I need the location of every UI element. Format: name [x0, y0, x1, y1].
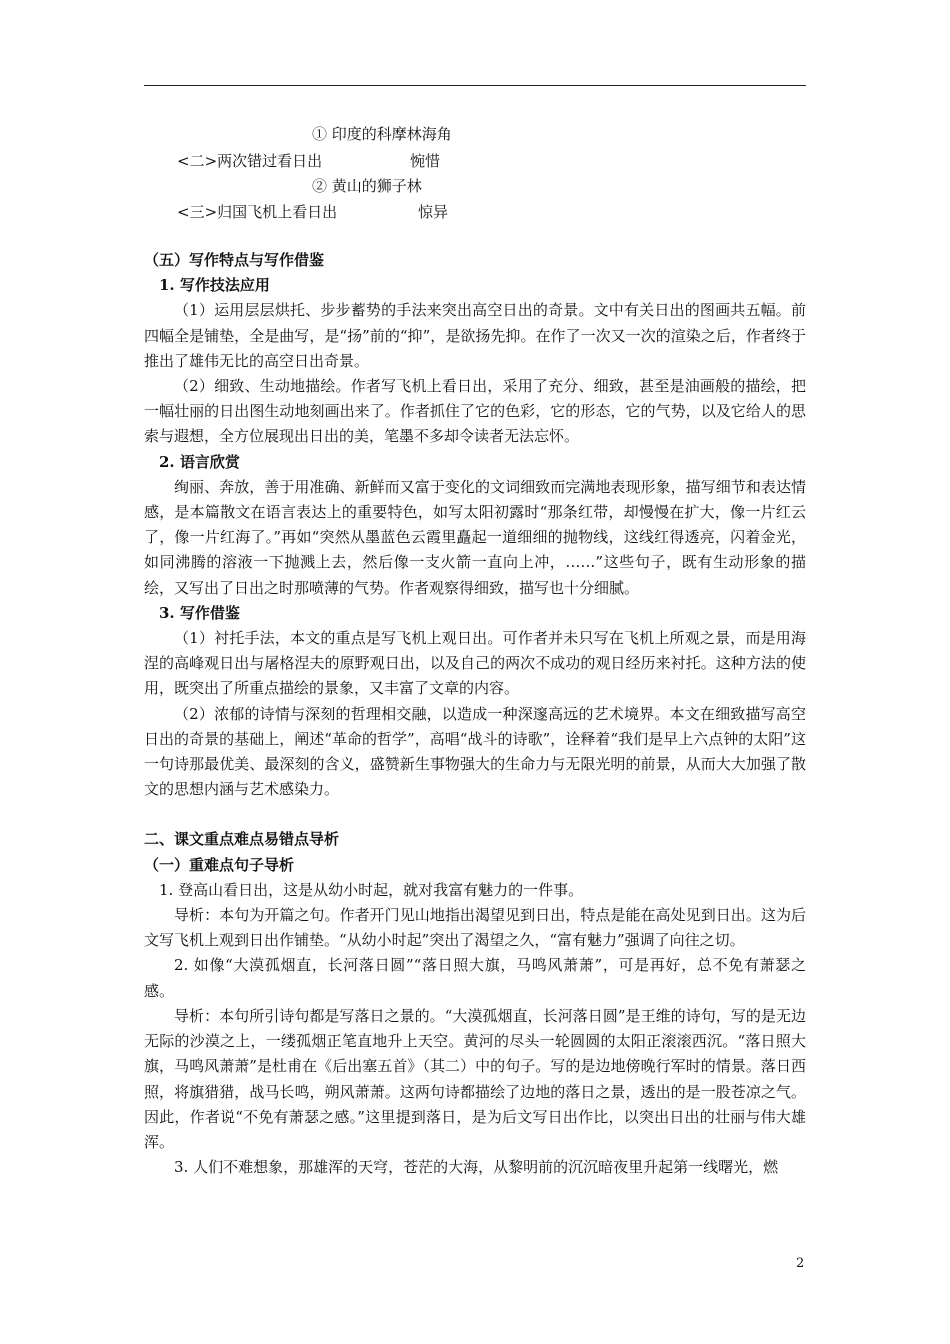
page-number: 2 — [796, 1256, 805, 1271]
subheading: （一）重难点句子导析 — [144, 855, 295, 874]
outline-line-2-right: 惋惜 — [410, 152, 441, 170]
subheading: 3. 写作借鉴 — [159, 603, 240, 622]
spacer — [144, 802, 806, 827]
list-item: 3. 人们不难想象，那雄浑的天穹，苍茫的大海，从黎明前的沉沉暗夜里升起第一线曙光，燃 — [174, 1158, 779, 1177]
outline-line-4-right: 惊异 — [418, 203, 449, 221]
paragraph: （1）运用层层烘托、步步蓄势的手法来突出高空日出的奇景。文中有关日出的图画共五幅。前四幅全是铺垫，全是曲写，是“扬”前的“抑”，是欲扬先抑。在作了一次又一次的渲染之后，作者终于推出了雄伟无比的高空日出奇景。 — [144, 301, 806, 370]
outline-line-4-left: <三>归国飞机上看日出 — [177, 203, 338, 221]
subheading: 1. 写作技法应用 — [159, 276, 270, 295]
section-heading: 二、课文重点难点易错点导析 — [144, 830, 340, 849]
list-item: 1. 登高山看日出，这是从幼小时起，就对我富有魅力的一件事。 — [159, 880, 584, 899]
paragraph: 导析：本句所引诗句都是写落日之景的。“大漠孤烟直，长河落日圆”是王维的诗句，写的是无边无际的沙漠之上，一缕孤烟正笔直地升上天空。黄河的尽头一轮圆圆的太阳正滚滚西沉。“落日照大旗，马鸣风萧萧”是杜甫在《后出塞五首》（其二）中的句子。写的是边地傍晚行军时的情景。落日西照，将旗猎猎，战马长鸣，朔风萧萧。这两句诗都描绘了边地的落日之景，透出的是一股苍凉之气。因此，作者说“不免有萧瑟之感。”这里提到落日，是为后文写日出作比，以突出日出的壮丽与伟大雄浑。 — [144, 1006, 806, 1151]
list-item: 2. 如像“大漠孤烟直，长河落日圆”“落日照大旗，马鸣风萧萧”，可是再好，总不免有萧瑟之感。 — [144, 956, 806, 1000]
header-rule — [144, 85, 806, 86]
paragraph: 导析：本句为开篇之句。作者开门见山地指出渴望见到日出，特点是能在高处见到日出。这为后文写飞机上观到日出作铺垫。“从幼小时起”突出了渴望之久，“富有魅力”强调了向往之切。 — [144, 906, 806, 950]
outline-line-3: ② 黄山的狮子林 — [312, 177, 422, 195]
paragraph: （2）细致、生动地描绘。作者写飞机上看日出，采用了充分、细致，甚至是油画般的描绘，把一幅壮丽的日出图生动地刻画出来了。作者抓住了它的色彩，它的形态，它的气势，以及它给人的思索与遐想，全方位展现出日出的美，笔墨不多却令读者无法忘怀。 — [144, 377, 806, 446]
outline-line-1: ① 印度的科摩林海角 — [312, 125, 452, 143]
paragraph: （1）衬托手法，本文的重点是写飞机上观日出。可作者并未只写在飞机上所观之景，而是用海涅的高峰观日出与屠格涅夫的原野观日出，以及自己的两次不成功的观日经历来衬托。这种方法的使用，既突出了所重点描绘的景象，又丰富了文章的内容。 — [144, 629, 806, 698]
body-text — [144, 248, 806, 1180]
paragraph: （2）浓郁的诗情与深刻的哲理相交融，以造成一种深邃高远的艺术境界。本文在细致描写高空日出的奇景的基础上，阐述“革命的哲学”，高唱“战斗的诗歌”，诠释着“我们是早上六点钟的太阳”这一句诗那最优美、最深刻的含义，盛赞新生事物强大的生命力与无限光明的前景，从而大大加强了散文的思想内涵与艺术感染力。 — [144, 704, 806, 799]
paragraph: 绚丽、奔放，善于用准确、新鲜而又富于变化的文词细致而完满地表现形象，描写细节和表达情感，是本篇散文在语言表达上的重要特色，如写太阳初露时“那条红带，却慢慢在扩大，像一片红云了，像一片红海了。”再如“突然从墨蓝色云霞里矗起一道细细的抛物线，这线红得透亮，闪着金光，如同沸腾的溶液一下抛溅上去，然后像一支火箭一直向上冲，……”这些句子，既有生动形象的描绘，又写出了日出之时那喷薄的气势。作者观察得细致，描写也十分细腻。 — [144, 477, 806, 597]
subheading: 2. 语言欣赏 — [159, 452, 240, 471]
section-heading: （五）写作特点与写作借鉴 — [144, 251, 325, 269]
outline-line-2-left: <二>两次错过看日出 — [177, 152, 323, 170]
